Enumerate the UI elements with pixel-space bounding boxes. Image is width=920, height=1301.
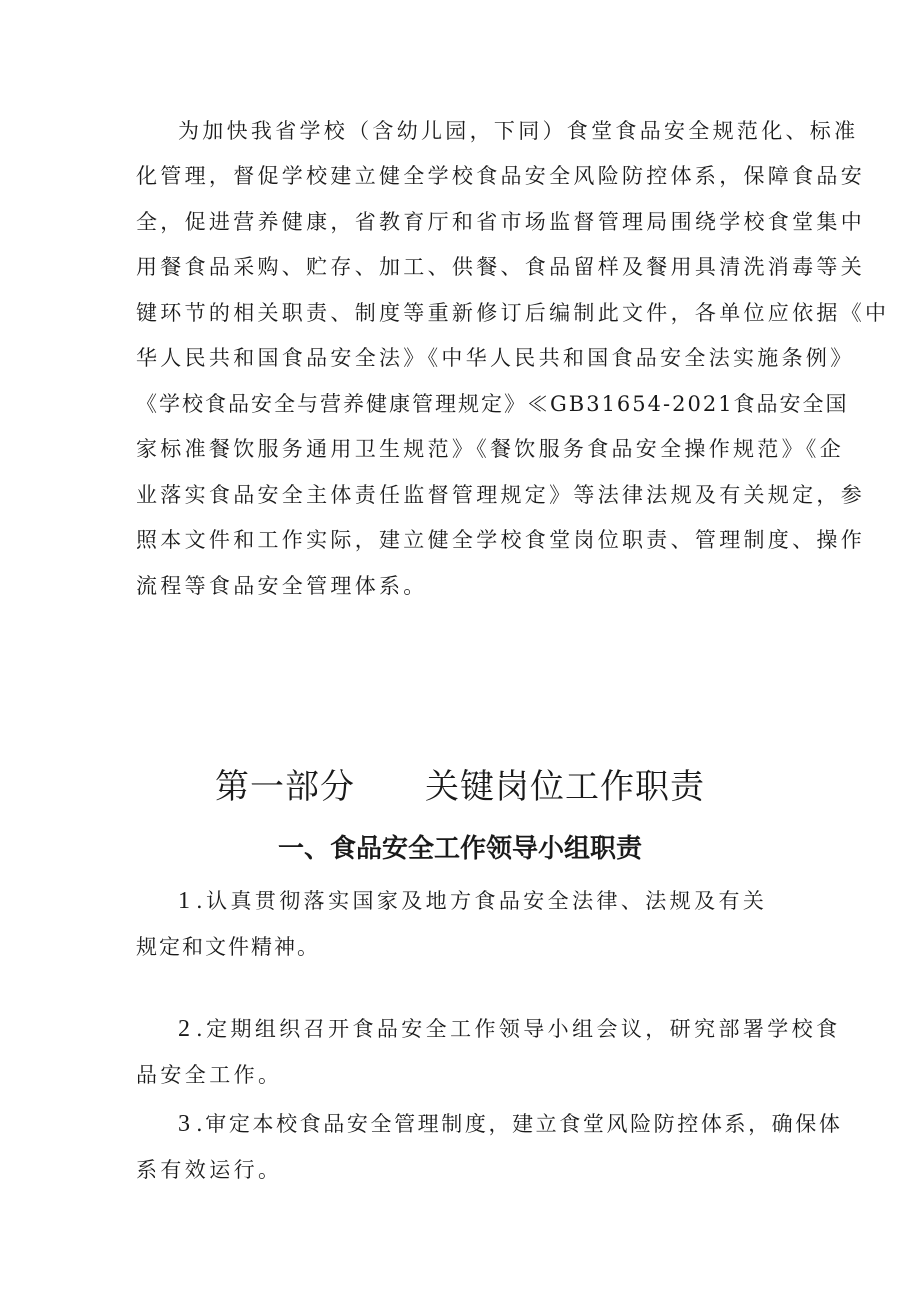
section-title: 一、食品安全工作领导小组职责 [277,834,642,864]
list-item-first-line [178,1014,841,1044]
intro-line: 键环节的相关职责、制度等重新修订后编制此文件，各单位应依据《中 [136,301,890,325]
intro-line: 全，促进营养健康，省教育厅和省市场监督管理局围绕学校食堂集中 [136,210,865,234]
list-item-text: .认真贯彻落实国家及地方食品安全法律、法规及有关 [196,889,768,913]
part-title: 第一部分 关键岗位工作职责 [215,767,705,807]
intro-line: 流程等食品安全管理体系。 [136,574,428,598]
list-item-number: 1 [178,888,196,914]
intro-line: 照本文件和工作实际，建立健全学校食堂岗位职责、管理制度、操作 [136,528,865,552]
intro-line: 家标准餐饮服务通用卫生规范》《餐饮服务食品安全操作规范》《企 [136,437,844,461]
list-item-number: 3 [178,1111,196,1137]
list-item-first-line [178,1109,843,1139]
list-item-number: 2 [178,1016,196,1042]
intro-line: 化管理，督促学校建立健全学校食品安全风险防控体系，保障食品安 [136,164,865,188]
intro-line: 为加快我省学校（含幼儿园，下同）食堂食品安全规范化、标准 [178,119,859,143]
list-item-continuation: 规定和文件精神。 [136,935,320,959]
list-item-continuation: 品安全工作。 [136,1063,283,1087]
list-item-text: .审定本校食品安全管理制度，建立食堂风险防控体系，确保体 [196,1112,843,1136]
intro-line: 业落实食品安全主体责任监督管理规定》等法律法规及有关规定，参 [136,483,865,507]
list-item-first-line [178,886,788,916]
intro-line: 用餐食品采购、贮存、加工、供餐、食品留样及餐用具清洗消毒等关 [136,255,865,279]
list-item-continuation: 系有效运行。 [136,1158,283,1182]
intro-line: 华人民共和国食品安全法》《中华人民共和国食品安全法实施条例》 [136,346,855,370]
list-item-text: .定期组织召开食品安全工作领导小组会议，研究部署学校食 [196,1017,841,1041]
intro-line: 《学校食品安全与营养健康管理规定》≪GB31654-2021食品安全国 [136,392,849,416]
